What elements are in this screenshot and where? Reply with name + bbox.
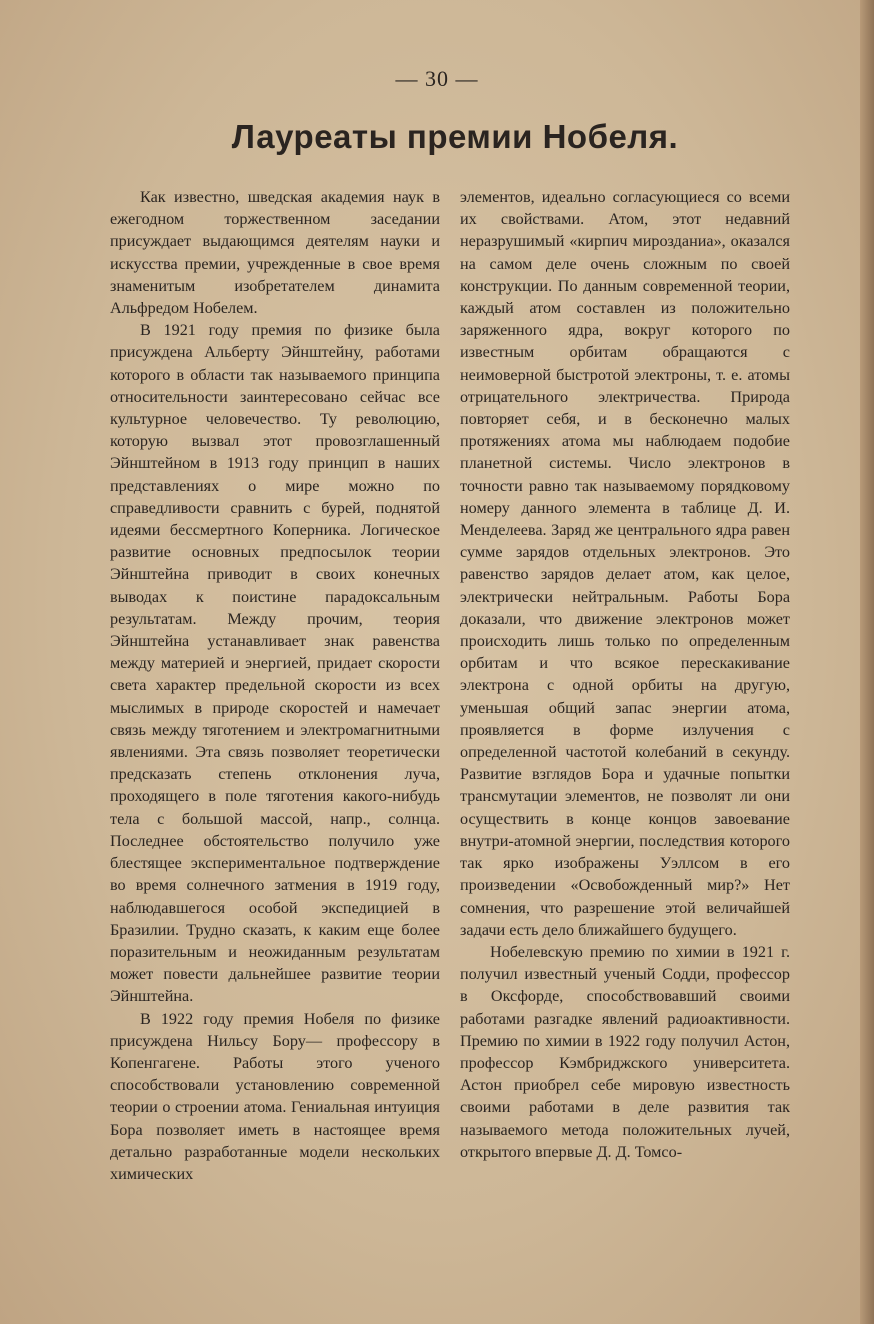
left-column <box>110 186 440 1185</box>
article-title: Лауреаты премии Нобеля. <box>231 118 679 155</box>
paragraph-chemistry-prize: Нобелевскую премию по химии в 1921 г. получил известный ученый Содди, профессор в Оксфорде, способствовавший своими работами разгадке явлений радиоактивности. Премию по химии в 1922 году получил Астон, профессор Кэмбриджского университета. Астон приобрел себе мировую известность своими работами в деле развития так называемого метода положительных лучей, открытого впервые Д. Д. Томсо- <box>460 942 790 1161</box>
paragraph-bohr: В 1922 году премия Нобеля по физике присуждена Нильсу Бору— профессору в Копенгагене. Работы этого ученого способствовали установлению современной теории о строении атома. Гениальная интуиция Бора позволяет иметь в настоящее время детально разработанные модели нескольких химических <box>110 1009 440 1183</box>
paragraph-atom-structure: элементов, идеально согласующиеся со всеми их свойствами. Атом, этот недавний неразрушимый «кирпич мирозданиа», оказался на самом деле очень сложным по своей конструкции. По данным современной теории, каждый атом составлен из положительно заряженного ядра, вокруг которого по известным орбитам обращаются с неимоверной быстротой электроны, т. е. атомы отрицательного электричества. Природа повторяет себя, и в бесконечно малых протяжениях атома мы наблюдаем подобие планетной системы. Число электронов в точности равно так называемому порядковому номеру данного элемента в таблице Д. И. Менделеева. Заряд же центрального ядра равен сумме зарядов отдельных электронов. Это равенство зарядов делает атом, как целое, электрически нейтральным. Работы Бора доказали, что движение электронов может происходить лишь только по определенным орбитам и что всякое перескакивание электрона с одной орбиты на другую, уменьшая общий запас энергии атома, проявляется в форме излучения с определенной частотой колебаний в секунду. Развитие взглядов Бора и удачные попытки трансмутации элементов, не позволят ли они осуществить в конце концов завоевание внутри-атомной энергии, последствия которого так ярко изображены Уэллсом в его произведении «Освобожденный мир?» Нет сомнения, что разрешение этой величайшей задачи есть дело ближайшего будущего. <box>460 188 790 939</box>
paragraph-einstein: В 1921 году премия по физике была присуждена Альберту Эйнштейну, работами которого в области так называемого принципа относительности заинтересовано сейчас все культурное человечество. Ту революцию, которую вызвал этот провозглашенный Эйнштейном в 1913 году принцип в наших представлениях о мире можно по справедливости сравнить с бурей, поднятой идеями бессмертного Коперника. Логическое развитие основных предпосылок теории Эйнштейна приводит в своих конечных выводах к поистине парадоксальным результатам. Между прочим, теория Эйнштейна устанавливает знак равенства между материей и энергией, придает скорости света характер предельной скорости из всех мыслимых в природе скоростей и намечает связь между тяготением и электромагнитными явлениями. Эта связь позволяет теоретически предсказать степень отклонения луча, проходящего в поле тяготения какого-нибудь тела с большой массой, напр., солнца. Последнее обстоятельство получило уже блестящее экспериментальное подтверждение во время солнечного затмения в 1919 году, наблюдавшегося особой экспедицией в Бразилии. Трудно сказать, к каким еще более поразительным и неожиданным результатам может повести дальнейшее развитие теории Эйнштейна. <box>110 321 440 1006</box>
right-column <box>460 186 790 1163</box>
paragraph-academy-intro: Как известно, шведская академия наук в ежегодном торжественном заседании присуждает выдающимся деятелям науки и искусства премии, учрежденные в свое время знаменитым изобретателем динамита Альфредом Нобелем. <box>110 188 440 318</box>
page-number: — 30 — <box>395 66 479 91</box>
page-edge-shadow <box>860 0 874 1324</box>
